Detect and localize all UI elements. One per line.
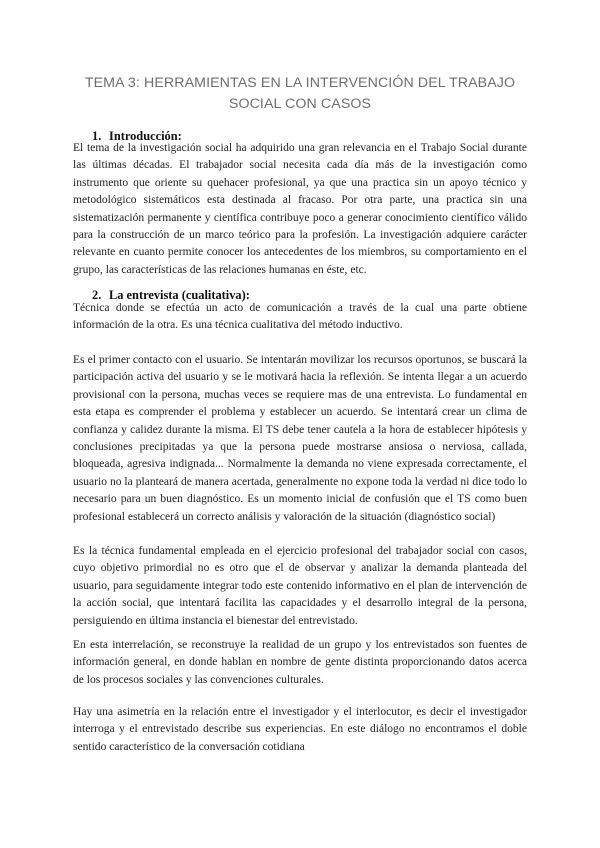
- section-number: 1.: [92, 129, 102, 143]
- section-title: Introducción:: [109, 129, 182, 143]
- section-title: La entrevista (cualitativa):: [109, 288, 250, 302]
- paragraph-primer-contacto: Es el primer contacto con el usuario. Se intentarán movilizar los recursos oportunos, se buscará la participación activa del usuario y se le motivará hacia la reflexión. Se intenta llegar a un acuerdo provisional con la persona, muchas veces se requiere mas de una entrevista. Lo fundamental en esta etapa es comprender el problema y establecer un acuerdo. Se intentará crear un clima de confianza y calidez durante la misma. El TS debe tener cautela a la hora de establecer hipótesis y conclusiones precipitadas ya que la persona puede mostrarse ansiosa o nerviosa, callada, bloqueada, agresiva indignada... Normalmente la demanda no viene expresada correctamente, el usuario no la planteará de manera acertada, generalmente no expone toda la verdad ni dice todo lo necesario para un buen diagnóstico. Es un momento inicial de confusión que el TS como buen profesional establecerá un correcto análisis y valoración de la situación (diagnóstico social): [73, 354, 527, 523]
- section-number: 2.: [92, 288, 102, 302]
- paragraph-introduccion: El tema de la investigación social ha adquirido una gran relevancia en el Trabajo Social durante las últimas décadas. El trabajador social necesita cada día más de la investigación como instrumento que oriente su quehacer profesional, ya que una practica sin un apoyo técnico y metodológico sistemáticos esta destinada al fracaso. Por otra parte, una practica sin una sistematización permanente y científica contribuye poco a generar conocimiento científico válido para la construcción de un marco teórico para la profesión. La investigación adquiere carácter relevante en cuanto permite conocer los antecedentes de los miembros, su comportamiento en el grupo, las características de las relaciones humanas en éste, etc.: [73, 142, 527, 276]
- paragraph-tecnica-fundamental: Es la técnica fundamental empleada en el ejercicio profesional del trabajador social con casos, cuyo objetivo primordial no es otro que el de observar y analizar la demanda planteada del usuario, para seguidamente integrar todo este contenido informativo en el plan de intervención de la acción social, que intentará facilita las capacidades y el desarrollo integral de la persona, persiguiendo en última instancia el bienestar del entrevistado.: [73, 545, 527, 627]
- paragraph-interrelacion: En esta interrelación, se reconstruye la realidad de un grupo y los entrevistados son fuentes de información general, en donde hablan en nombre de gente distinta proporcionando datos acerca de los procesos sociales y las convenciones culturales.: [73, 639, 527, 686]
- paragraph-asimetria: Hay una asimetría en la relación entre el investigador y el interlocutor, es decir el investigador interroga y el entrevistado describe sus experiencias. En este diálogo no encontramos el doble sentido característico de la conversación cotidiana: [73, 706, 527, 753]
- document-title: TEMA 3: HERRAMIENTAS EN LA INTERVENCIÓN DEL TRABAJO SOCIAL CON CASOS: [84, 75, 516, 112]
- paragraph-tecnica: Técnica donde se efectúa un acto de comunicación a través de la cual una parte obtiene información de la otra. Es una técnica cualitativa del método inductivo.: [73, 302, 527, 332]
